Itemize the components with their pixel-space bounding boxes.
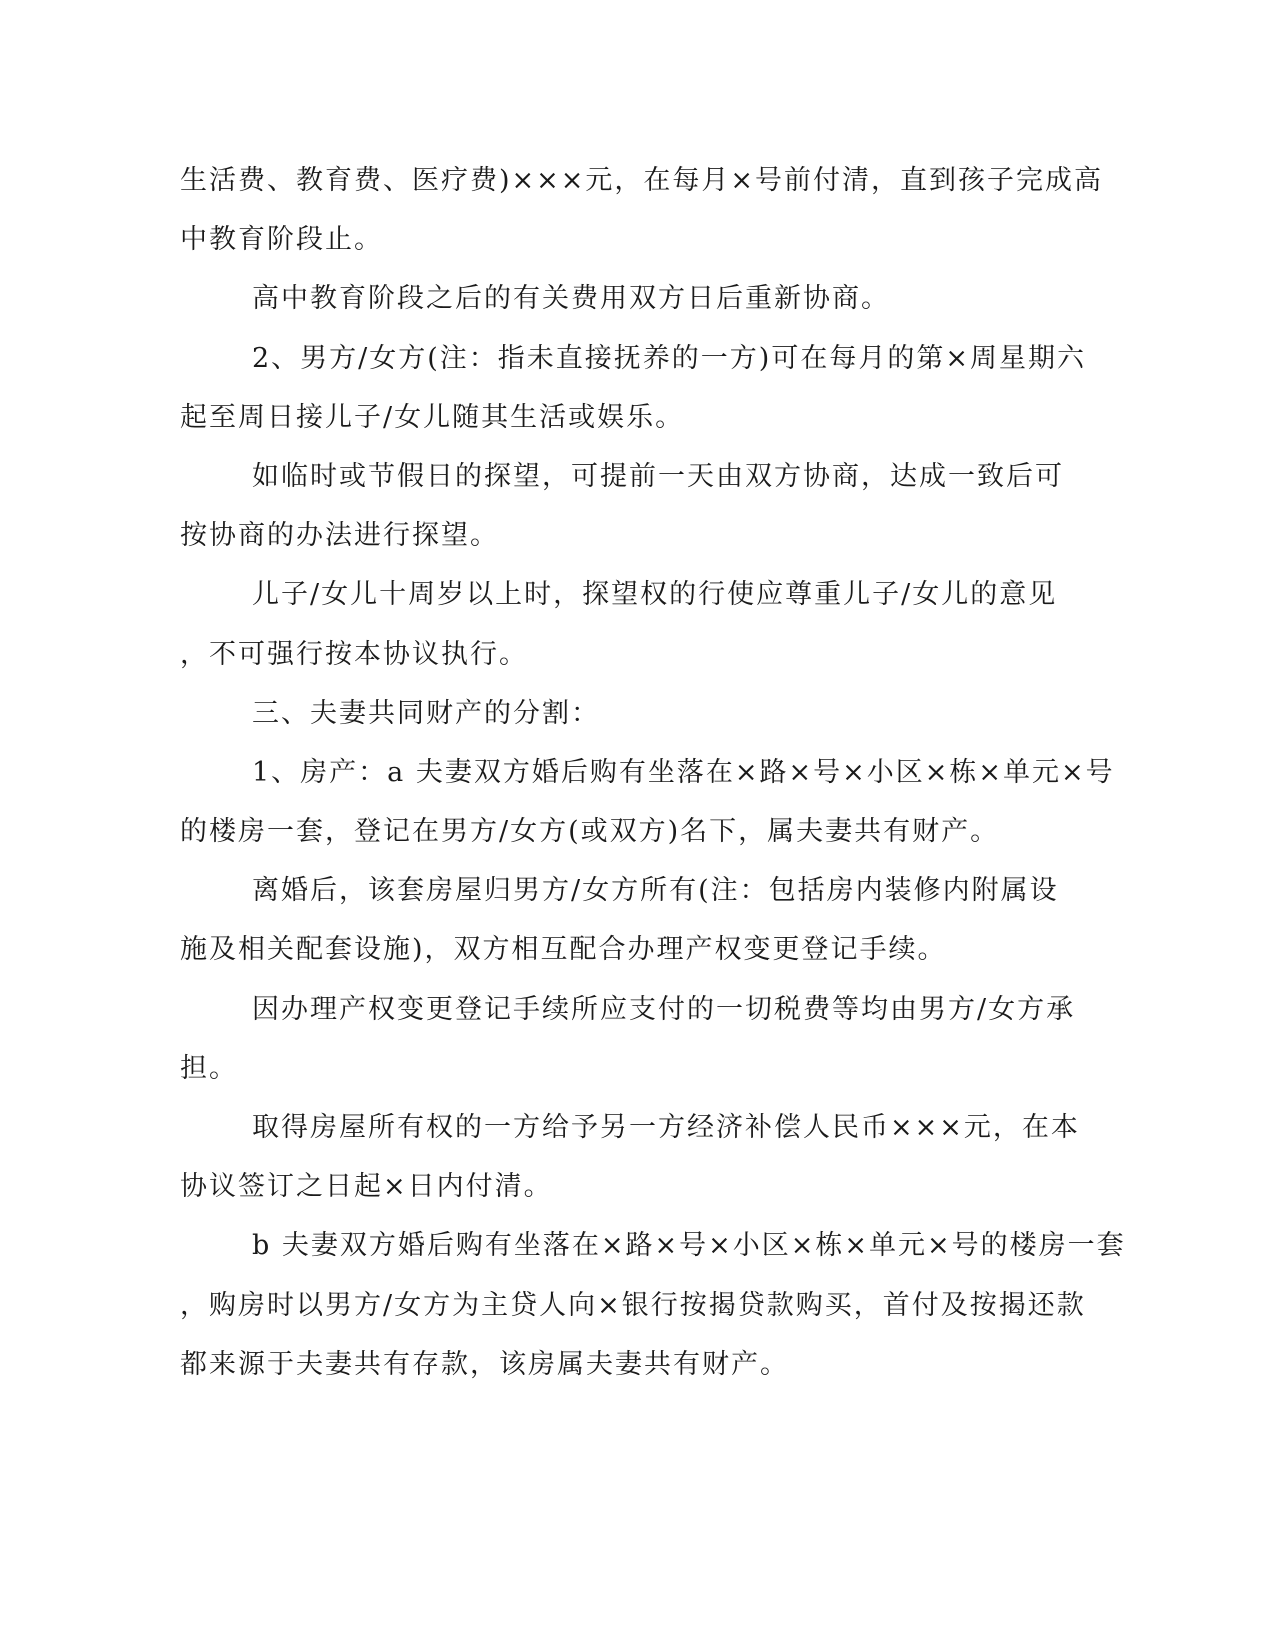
text-line: 高中教育阶段之后的有关费用双方日后重新协商。	[252, 283, 890, 315]
text-line: 因办理产权变更登记手续所应支付的一切税费等均由男方/女方承	[252, 993, 1076, 1025]
text-line: 的楼房一套，登记在男方/女方(或双方)名下，属夫妻共有财产。	[180, 816, 1000, 848]
text-line: ，购房时以男方/女方为主贷人向×银行按揭贷款购买，首付及按揭还款	[180, 1289, 1086, 1321]
text-line: b 夫妻双方婚后购有坐落在×路×号×小区×栋×单元×号的楼房一套	[252, 1230, 1126, 1262]
document-body	[180, 151, 1126, 1394]
section-heading: 三、夫妻共同财产的分割：	[252, 697, 600, 729]
text-line: 起至周日接儿子/女儿随其生活或娱乐。	[180, 401, 685, 433]
text-line: 协议签订之日起×日内付清。	[180, 1171, 553, 1203]
text-line: 儿子/女儿十周岁以上时，探望权的行使应尊重儿子/女儿的意见	[252, 579, 1058, 611]
text-line: 生活费、教育费、医疗费)×××元，在每月×号前付清，直到孩子完成高	[180, 165, 1104, 196]
text-line: 离婚后，该套房屋归男方/女方所有(注：包括房内装修内附属设	[252, 875, 1059, 907]
text-line: 施及相关配套设施)，双方相互配合办理产权变更登记手续。	[180, 934, 947, 966]
text-line: 2、男方/女方(注：指未直接抚养的一方)可在每月的第×周星期六	[252, 342, 1086, 374]
text-line: 中教育阶段止。	[180, 224, 383, 256]
text-line: ，不可强行按本协议执行。	[180, 638, 528, 670]
text-line: 都来源于夫妻共有存款，该房属夫妻共有财产。	[180, 1348, 789, 1380]
text-line: 1、房产：a 夫妻双方婚后购有坐落在×路×号×小区×栋×单元×号	[252, 756, 1115, 788]
text-line: 取得房屋所有权的一方给予另一方经济补偿人民币×××元，在本	[252, 1112, 1080, 1143]
text-line: 按协商的办法进行探望。	[180, 520, 499, 552]
text-line: 担。	[180, 1052, 238, 1084]
text-line: 如临时或节假日的探望，可提前一天由双方协商，达成一致后可	[252, 460, 1064, 492]
